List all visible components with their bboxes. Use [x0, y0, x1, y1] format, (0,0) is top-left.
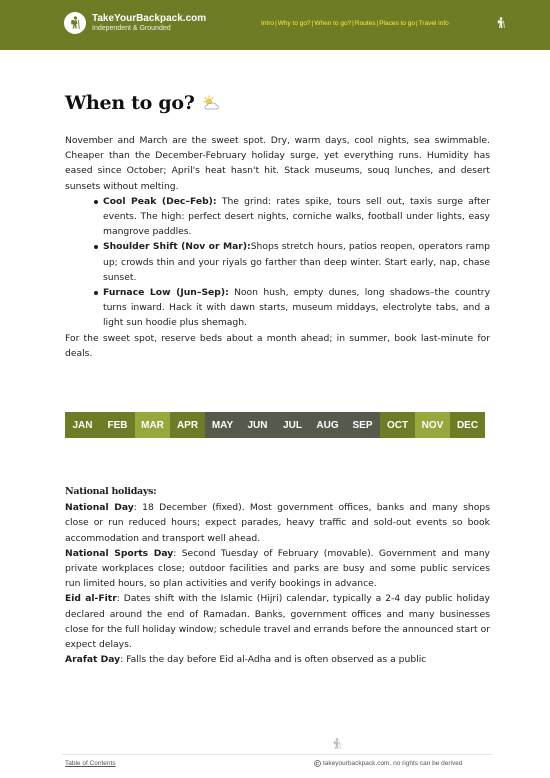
nav-separator: |	[352, 20, 354, 27]
month-label: DEC	[456, 419, 479, 431]
when-to-go-section	[65, 133, 490, 361]
month-label: APR	[176, 419, 199, 431]
list-item	[103, 239, 490, 285]
brand-name: TakeYourBackpack.com	[92, 13, 207, 24]
season-text: The grind: rates spike, tours sell out, taxis surge after events. The high: perfect desert nights, corniche walks, football under lights, easy mangrove paddles.	[103, 195, 490, 238]
season-list	[103, 194, 490, 331]
month-label: FEB	[107, 419, 128, 431]
month-label: JUN	[247, 419, 268, 431]
hiker-icon	[332, 738, 342, 750]
month-apr	[170, 412, 205, 438]
month-label: OCT	[386, 419, 409, 431]
holiday-item	[65, 546, 490, 592]
season-label: Furnace Low (Jun–Sep):	[103, 287, 229, 299]
list-item	[103, 194, 490, 240]
brand[interactable]	[92, 13, 206, 33]
nav-why-to-go[interactable]: Why to go?	[277, 20, 311, 27]
month-label: AUG	[316, 419, 339, 431]
month-feb	[100, 412, 135, 438]
month-dec	[450, 412, 485, 438]
nav-separator: |	[275, 20, 277, 27]
month-aug	[310, 412, 345, 438]
holiday-item	[65, 652, 490, 667]
month-label: SEP	[352, 419, 373, 431]
season-label: Cool Peak (Dec–Feb):	[103, 195, 217, 207]
holiday-text: : Dates shift with the Islamic (Hijri) calendar, typically a 2-4 day public holiday declared around the end of Ramadan. Banks, government offices and many businesses close for the full holiday window; schedule travel and errands before the announced start or expect delays.	[65, 593, 490, 651]
holiday-text: : 18 December (fixed). Most government offices, banks and many shops close or run reduced hours; expect parades, heavy traffic and sold-out events so book accommodation and transport well ahead.	[65, 502, 490, 544]
holiday-text: : Falls the day before Eid al-Adha and is often observed as a public	[120, 654, 427, 666]
month-nov	[415, 412, 450, 438]
footer-divider	[62, 754, 492, 755]
month-oct	[380, 412, 415, 438]
month-label: JUL	[283, 419, 302, 431]
nav-when-to-go[interactable]: When to go?	[314, 20, 352, 27]
month-jun	[240, 412, 275, 438]
top-navigation	[261, 20, 449, 27]
month-season-bar	[65, 412, 485, 438]
nav-separator: |	[415, 20, 418, 27]
month-label: MAR	[141, 419, 164, 431]
month-jul	[275, 412, 310, 438]
season-text: Shops stretch hours, patios reopen, operators ramp up; crowds thin and your riyals go farther than deep winter. Start early, nap, chase sunset.	[103, 241, 490, 283]
month-jan	[65, 412, 100, 438]
nav-separator: |	[376, 20, 379, 27]
holiday-name: National Day	[65, 502, 134, 514]
month-label: NOV	[421, 419, 444, 431]
holidays-heading: National holidays:	[65, 486, 157, 497]
copyright-icon	[314, 760, 321, 767]
national-holidays-section	[65, 484, 490, 667]
holiday-item	[65, 591, 490, 652]
holiday-name: National Sports Day	[65, 547, 174, 559]
nav-separator: |	[311, 20, 314, 27]
backpacker-logo-icon	[67, 15, 83, 31]
closing-paragraph: For the sweet spot, reserve beds about a month ahead; in summer, book last-minute for deals.	[65, 332, 490, 359]
season-label: Shoulder Shift (Nov or Mar):	[103, 241, 251, 253]
holiday-name: Eid al-Fitr	[65, 593, 117, 605]
month-may	[205, 412, 240, 438]
season-text: Noon hush, empty dunes, long shadows–the country turns inward. Hack it with dawn starts, museum middays, electrolyte tabs, and a light sun hoodie plus shemagh.	[103, 287, 491, 329]
list-item	[103, 285, 490, 331]
month-label: JAN	[72, 419, 93, 431]
table-of-contents-link[interactable]: Table of Contents	[65, 760, 116, 767]
month-mar	[135, 412, 170, 438]
sun-cloud-icon	[201, 95, 221, 111]
nav-intro[interactable]: Intro	[261, 20, 275, 27]
copyright-text: takeyourbackpack.com, no rights can be derived	[323, 760, 463, 767]
page-title-text: When to go?	[65, 92, 195, 114]
logo[interactable]	[64, 12, 86, 34]
intro-paragraph: November and March are the sweet spot. Dry, warm days, cool nights, sea swimmable. Cheaper than the December-February holiday surge, yet everything runs. Humidity has eased since October; April's heat hasn't hit. Stack museums, souq lunches, and desert sunsets without melting.	[65, 135, 490, 192]
holiday-name: Arafat Day	[65, 654, 121, 666]
nav-places-to-go[interactable]: Places to go	[379, 20, 415, 27]
page-title	[65, 92, 221, 114]
nav-routes[interactable]: Routes	[354, 20, 376, 27]
copyright-notice	[314, 760, 462, 767]
nav-travel-info[interactable]: Travel info	[418, 20, 449, 27]
brand-tagline: Independent & Grounded	[92, 25, 171, 32]
month-label: MAY	[211, 419, 234, 431]
hiker-icon[interactable]	[496, 17, 506, 29]
header-bar	[0, 0, 550, 50]
month-sep	[345, 412, 380, 438]
holiday-text: : Second Tuesday of February (movable). Government and many private workplaces close; outdoor facilities and parks are busy and some public services run limited hours, so plan activities and verify bookings in advance.	[65, 547, 490, 590]
holiday-item	[65, 500, 490, 546]
